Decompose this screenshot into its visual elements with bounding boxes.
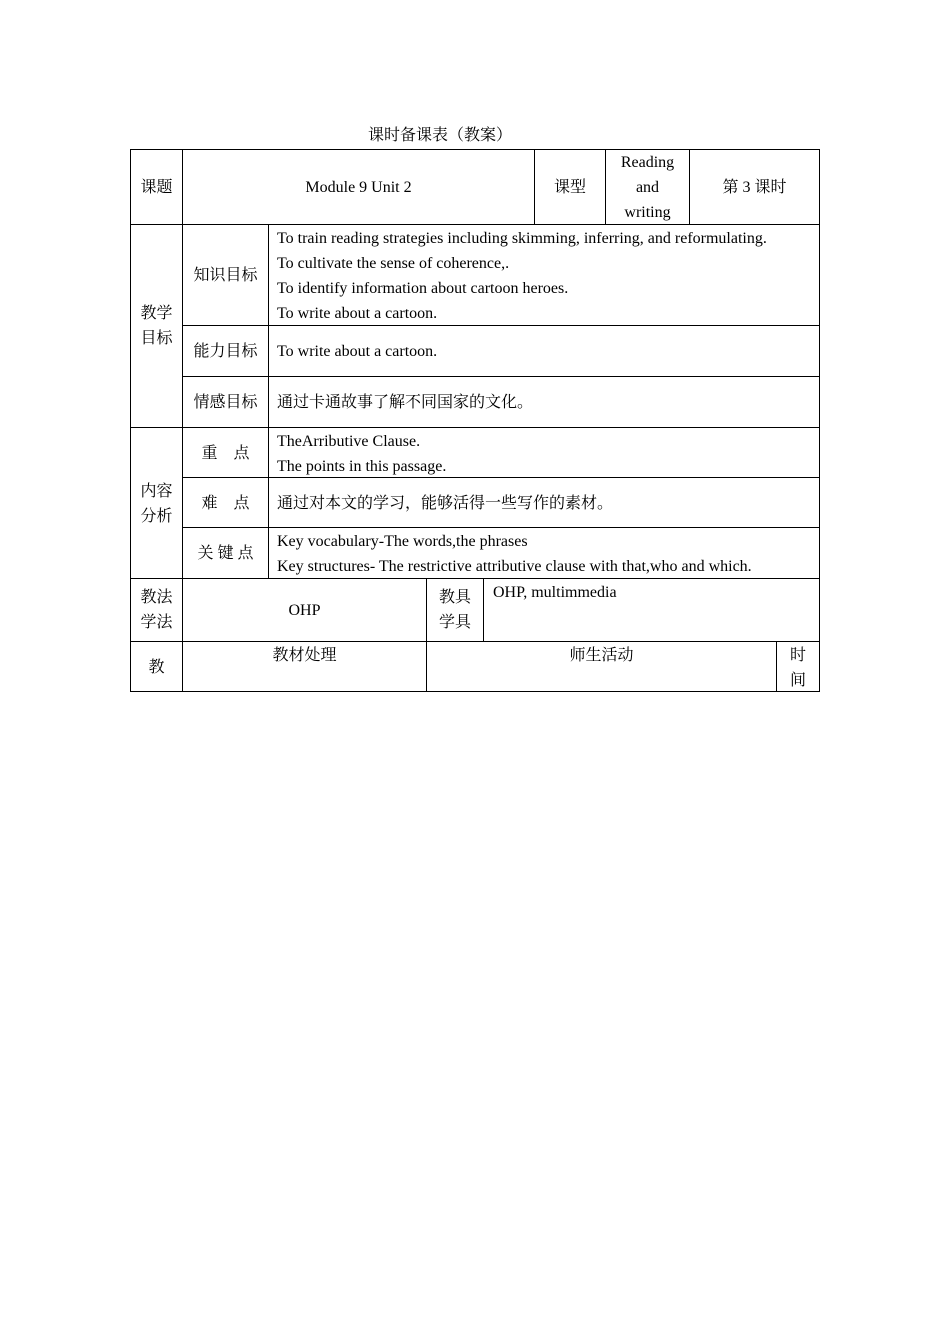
page-title: 课时备课表（教案）	[367, 127, 512, 144]
objectives-label: 目标	[140, 330, 173, 347]
process-col-activity: 师生活动	[569, 647, 634, 664]
table-rule-v	[483, 578, 484, 642]
knowledge-label: 知识目标	[193, 267, 258, 284]
tools-label: 学具	[438, 614, 471, 631]
methods-value: OHP	[288, 602, 321, 619]
period-value: 第 3 课时	[722, 179, 787, 196]
type-value-line: writing	[624, 204, 671, 221]
crucial-point-line: Key vocabulary-The words,the phrases	[277, 533, 528, 550]
knowledge-line: To write about a cartoon.	[277, 305, 438, 322]
key-point-label: 重 点	[201, 445, 250, 462]
objectives-label: 教学	[140, 305, 173, 322]
process-col-material: 教材处理	[272, 647, 337, 664]
topic-label: 课题	[140, 179, 173, 196]
analysis-label: 分析	[140, 508, 173, 525]
table-rule	[130, 427, 820, 428]
knowledge-line: To identify information about cartoon heroes.	[277, 280, 569, 297]
table-rule-v	[268, 224, 269, 579]
ability-text: To write about a cartoon.	[277, 343, 438, 360]
knowledge-line: To train reading strategies including skimming, inferring, and reformulating.	[277, 230, 767, 247]
type-label: 课型	[553, 179, 586, 196]
ability-label: 能力目标	[193, 343, 258, 360]
topic-value: Module 9 Unit 2	[305, 179, 412, 196]
emotion-label: 情感目标	[193, 394, 258, 411]
emotion-text: 通过卡通故事了解不同国家的文化。	[277, 394, 534, 411]
analysis-label: 内容	[140, 483, 173, 500]
table-border-bottom	[130, 691, 820, 692]
difficult-point-label: 难 点	[201, 495, 250, 512]
difficult-point-text: 通过对本文的学习，能够活得一些写作的素材。	[277, 495, 614, 512]
process-col-teach: 教	[148, 659, 165, 676]
knowledge-line: To cultivate the sense of coherence,.	[277, 255, 510, 272]
key-point-line: The points in this passage.	[277, 458, 447, 475]
table-border-top	[130, 149, 820, 150]
table-rule	[130, 641, 820, 642]
process-col-time: 间	[789, 672, 806, 689]
table-rule	[182, 376, 820, 377]
table-border-right	[819, 149, 820, 692]
type-value-line: and	[635, 179, 660, 196]
tools-value: OHP, multimmedia	[493, 584, 617, 601]
table-rule	[130, 224, 820, 225]
table-rule	[182, 527, 820, 528]
key-point-line: TheArributive Clause.	[277, 433, 421, 450]
methods-label: 学法	[140, 614, 173, 631]
methods-label: 教法	[140, 589, 173, 606]
type-value-line: Reading	[620, 154, 675, 171]
process-col-time: 时	[789, 647, 806, 664]
crucial-point-label: 关 键 点	[197, 545, 254, 562]
tools-label: 教具	[438, 589, 471, 606]
crucial-point-line: Key structures- The restrictive attributive clause with that,who and which.	[277, 558, 752, 575]
